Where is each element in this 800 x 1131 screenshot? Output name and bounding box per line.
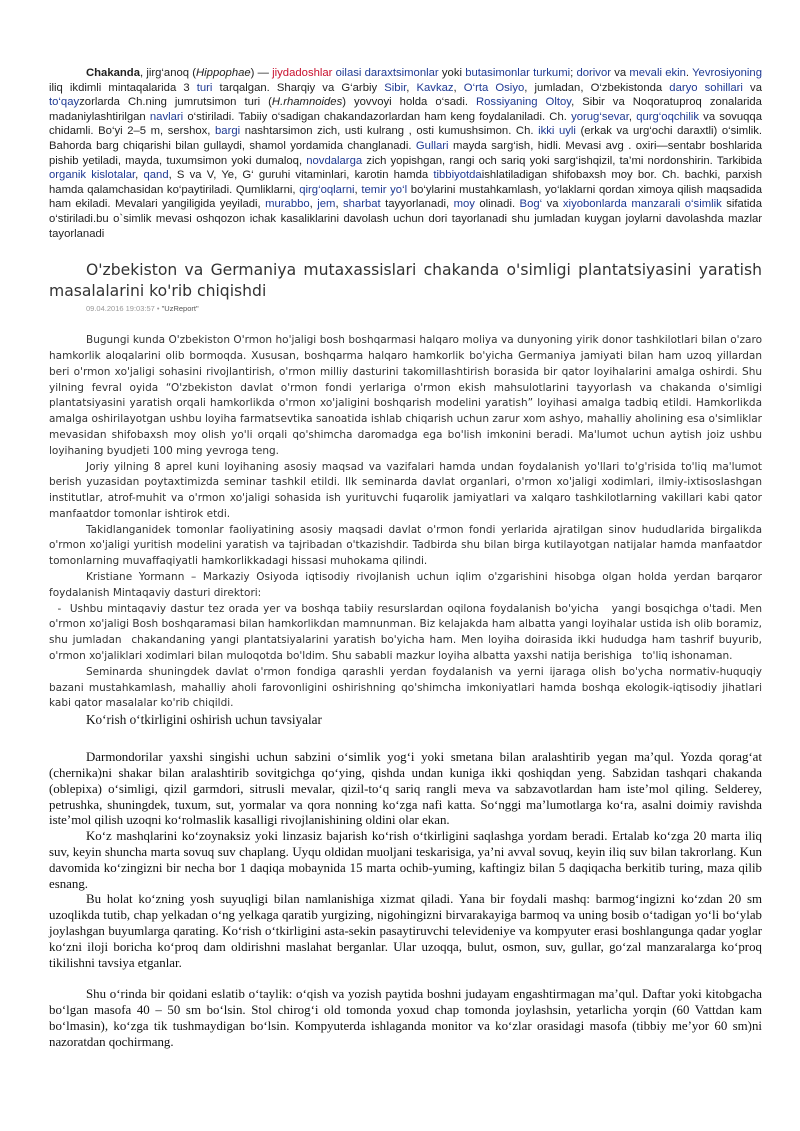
paragraph-gap xyxy=(49,971,762,987)
article-source: "UzReport" xyxy=(161,304,199,314)
link-orta-osiyo[interactable]: O‘rta Osiyo xyxy=(463,81,525,94)
link-jiydadoshlar[interactable]: jiydadoshlar xyxy=(272,67,333,79)
article-paragraph: Bugungi kunda O'zbekiston O'rmon ho'jaligi bosh boshqarmasi halqaro moliya va dunyoning yirik donor tashkilotlari bilan o'zaro hamkorlik aloqalarini olib bormoqda. Xususan, boshqarma halqaro hamkorlik bo'yicha Germaniya jamiyati bilan ham uzoq yillardan beri o'rmon xo'jaligi sohasini rivojlantirish, o'rmon milliy dasturini takomillashtirish borasida bir qator loyihalarini amalga oshirdi. Shu yilning fevral oyida “O'zbekiston davlat o'rmon fondi yerlariga o'rmon ekish mahsulotlarini tayyorlash va chakanda o'simligi plantatsiyasini yaratish orqali hamkorlikda o'rmon xo'jaligini boshqarish modelini yaratish” loyihasi amalga tadbiq etildi. Hamkorlikda amalga oshirilayotgan ushbu loyiha farmatsevtika sanoatida ishlab chiqarish uchun zarur xom ashyo, mahalliy aholining esa o'simliklar mevasidan shifobaxsh moy olish yo'li orqali qo'shimcha daromadga ega bo'lish imkonini beradi. Ma'lumot uchun aytish joiz ushbu loyihaning byudjeti 100 ming yevroga teng. xyxy=(49,334,762,457)
link-xiyobonlarda[interactable]: xiyobonlarda manzarali o‘simlik xyxy=(562,198,722,211)
article-title: O'zbekiston va Germaniya mutaxassislari chakanda o'simligi plantatsiyasini yaratish masalalarini ko'rib chiqishdi xyxy=(49,261,762,301)
link-butasimonlar[interactable]: butasimonlar xyxy=(465,67,530,79)
link-kavkaz[interactable]: Kavkaz xyxy=(416,81,454,94)
link-organik-kislotalar[interactable]: organik kislotalar xyxy=(49,169,136,182)
link-qand[interactable]: qand xyxy=(143,169,169,182)
link-temir-yol[interactable]: temir yo‘l xyxy=(361,183,408,196)
link-murabbo[interactable]: murabbo xyxy=(265,198,310,211)
intro-paragraph: Chakanda, jirg‘anoq (Hippophae) — jiydadoshlar oilasi daraxtsimonlar yoki butasimonlar turkumi; dorivor va mevali ekin. Yevrosiyoning iliq ikdimli mintaqalarida 3 turi tarqalgan. Sharqiy va G‘arbiy Sibir, Kavkaz, O‘rta Osiyo, jumladan, O‘zbekistonda daryo sohillari va to‘qayzorlarda Ch.ning jumrutsimon turi (H.rhamnoides) yovvoyi holda o‘sadi. Rossiyaning Oltoy, Sibir va Noqoratuproq zonalarida madaniylashtirilgan navlari o‘stiriladi. Tabiiy o‘sadigan chakandazorlardan ham keng foydalaniladi. Ch. yorug‘sevar, qurg‘oqchilik va sovuqqa chidamli. Bo‘yi 2–5 m, sershox, bargi nashtarsimon zich, usti kulrang , osti kumushsimon. Ch. ikki uyli (erkak va urg‘ochi daraxtli) o‘simlik. Bahorda barg chiqarishi bilan gullaydi, shamol yordamida changlanadi. Gullari mayda sarg‘ish, hidli. Mevasi avg . oxiri—sentabr boshlarida pishib yetiladi, mayda, tuxumsimon yoki dumaloq, novdalarga zich yopishgan, rangi och sariq yoki sarg‘ishqizil, ta’mi nordonshirin. Tarkibida organik kislotalar, qand, S va V, Ye, G‘ guruhi vitaminlari, karotin hamda tibbiyotdaishlatiladigan shifobaxsh moy bor. Ch. bachki, parxish hamda qalamchasidan ko‘paytiriladi. Qumliklarni, qirg‘oqlarni, temir yo‘l bo‘ylarini mustahkamlash, yo‘laklarni qordan ximoya qilish maqsadida ham ekiladi. Mevalari yangiligida yeyiladi, murabbo, jem, sharbat tayyorlanadi, moy olinadi. Bog‘ va xiyobonlarda manzarali o‘simlik sifatida o‘stiriladi.bu o`simlik mevasi oshqozon ichak kasaliklarini davolash uchun dori tayorlanadi shu jumladan kuygan joylarni davolashda mazlar tayorlanadi xyxy=(49,67,762,240)
link-tibbiyotda[interactable]: tibbiyotda xyxy=(433,169,482,182)
document-page xyxy=(49,66,766,1051)
link-sibir[interactable]: Sibir xyxy=(384,81,407,94)
link-yorugsevar[interactable]: yorug‘sevar xyxy=(571,110,629,123)
article-body xyxy=(49,333,766,712)
link-gullari[interactable]: Gullari xyxy=(415,139,449,152)
link-bog[interactable]: Bog‘ xyxy=(519,198,543,211)
link-jem[interactable]: jem xyxy=(317,198,336,211)
link-daryo-sohillari[interactable]: daryo sohillari xyxy=(669,81,743,94)
link-sharbat[interactable]: sharbat xyxy=(343,198,381,211)
link-navlari[interactable]: navlari xyxy=(149,110,184,123)
link-turi[interactable]: turi xyxy=(196,81,213,94)
tips-paragraph: Ko‘z mashqlarini ko‘zoynaksiz yoki linzasiz bajarish ko‘rish o‘tkirligini saqlashga yordam beradi. Ertalab ko‘zga 20 marta iliq suv, keyin shuncha marta sovuq suv chaplang. Uyqu oldidan muoljani teskarisiga, ya’ni avval sovuq, keyin iliq suv bilan takrorlang. Kun davomida ko‘zingizni bir necha bor 1 daqiqa mobaynida 15 marta ochib-yuming, kaftingiz bilan 5 daqiqacha berkitib turing, maza qilib esnang. xyxy=(49,829,762,891)
link-oilasi[interactable]: oilasi xyxy=(335,67,362,79)
tips-paragraph: Shu o‘rinda bir qoidani eslatib o‘taylik: o‘qish va yozish paytida boshni judayam engashtirmagan ma’qul. Daftar yoki kitobgacha bo‘lgan masofa 40 – 50 sm bo‘lsin. Stol chirog‘i old tomonda yoxud chap tomonda joylashsin, yetarlicha yorqin (60 Vattdan kam bo‘lmasin), ko‘zga tik tushmaydigan bo‘lsin. Kompyuterda ishlaganda monitor va ko‘zlar orasidagi masofa (tibbiy me’yor 60 sm)ni nazoratdan qochirmang. xyxy=(49,987,762,1049)
article-date: 09.04.2016 19:03:57 xyxy=(86,304,155,314)
link-novdalarga[interactable]: novdalarga xyxy=(306,154,363,167)
link-turkumi[interactable]: turkumi xyxy=(533,67,571,79)
link-bargi[interactable]: bargi xyxy=(215,125,241,138)
tips-heading: Ko‘rish o‘tkirligini oshirish uchun tavsiyalar xyxy=(86,712,322,728)
link-daraxtsimonlar[interactable]: daraxtsimonlar xyxy=(364,67,439,79)
link-dorivor[interactable]: dorivor xyxy=(576,67,611,79)
tips-body xyxy=(49,750,762,1050)
link-rossiyaning-oltoy[interactable]: Rossiyaning Oltoy xyxy=(475,96,572,109)
tips-paragraph: Bu holat ko‘zning yosh suyuqligi bilan namlanishiga xizmat qiladi. Yana bir foydali mashq: barmog‘ingizni ko‘zdan 20 sm uzoqlikda tutib, chap yelkadan o‘ng yelkaga qaratib yurgizing, nigohingizni birvarakayiga barmoq va uning bosib o‘tadigan yo‘li bo‘ylab joylashgan buyumlarga qarating. Ko‘rish o‘tkirligini asta-sekin pasaytiruvchi televideniye va kompyuter erasi boshlangunga qadar yoglar ko‘zni iloji boricha ko‘proq dam oldirishni maslahat berganlar. Ular uzoqqa, bulut, osmon, suv, gullar, go‘zal manzaralarga ko‘proq tikilishni tavsiya etganlar. xyxy=(49,892,762,970)
article-paragraph: Joriy yilning 8 aprel kuni loyihaning asosiy maqsad va vazifalari hamda undan foydalanish yo'llari to'g'risida to'liq ma'lumot berish yuzasidan poytaxtimizda seminar tashkil etildi. Ilk seminarda davlat organlari, o'rmon xo'jaligi xodimlari, ilmiy-ixtisoslashgan institutlar, atrof-muhit va o'rmon xo'jaligi sohasida ish yurituvchi fuqarolik jamiyatlari va xalqaro tashkilotlarning vakillari kabi qator manfaatdor tomonlar ishtirok etdi. xyxy=(49,460,762,520)
link-qurgoqchilik[interactable]: qurg‘oqchilik xyxy=(636,110,699,123)
term-chakanda: Chakanda xyxy=(86,67,140,79)
article-quote-paragraph: - Ushbu mintaqaviy dastur tez orada yer va boshqa tabiiy resurslardan oqilona foydalanish bo'yicha yangi bosqichga o'tadi. Men o'rmon xo'jaligi Bosh boshqaramasi bilan hamkorlikdan mamnunman. Biz kelajakda ham albatta yangi loyihalar ustida ish olib boramiz, shu jumladan chakandaning yangi plantatsiyalarini yaratish bo'yicha ham. Men loyiha doirasida ikki hududga ham tashrif buyurib, o'rmon xo'jaliklari xodimlari bilan muloqotda bo'ldim. Shu sababli mazkur loyiha albatta yaxshi natija berishiga to'liq ishonaman. xyxy=(49,602,766,663)
link-ikki-uyli[interactable]: ikki uyli xyxy=(538,125,576,138)
tips-paragraph: Darmondorilar yaxshi singishi uchun sabzini o‘simlik yog‘i yoki smetana bilan aralashtirib yegan ma’qul. Yozda qorag‘at (chernika)ni shakar bilan aralashtirib sovitgichga qo‘ying, qishda undan kuniga ikki qoshiqdan yeng. Sabzidan tashqari chakanda (oblepixa) o‘simligi, qizil garmdori, sitrusli mevalar, qizil-to‘q sariq rangli meva va sabzavotlardan ham iste’mol qiling. Selderey, petrushka, shuningdek, tuxum, sut, yormalar va qora nonning ko‘zga nafi katta. So‘nggi ma’lumotlarga ko‘ra, asalni doimiy ravishda iste’mol qilish uzoqni ko‘rolmaslik kasalligi rivojlanishining oldini olar ekan. xyxy=(49,750,762,828)
article-paragraph: Takidlanganidek tomonlar faoliyatining asosiy maqsadi davlat o'rmon fondi yerlarida ajratilgan sinov hududlarida birgalikda o'rmon xo'jaligi yuritish modelini yaratish va tajribadan o'tkazishdir. Tadbirda shu bilan birga kutilayotgan natijalar hamda manfaatdor tomonlarning muvaffaqiyatli hamkorlikkadagi hissasi muhokama qilindi. xyxy=(49,523,762,568)
article-meta: 09.04.2016 19:03:57 • "UzReport" xyxy=(86,304,199,314)
link-yevrosiyoning[interactable]: Yevrosiyoning xyxy=(692,67,762,79)
link-toqay[interactable]: to‘qay xyxy=(49,96,80,109)
link-moy[interactable]: moy xyxy=(453,198,475,211)
link-mevali-ekin[interactable]: mevali ekin xyxy=(629,67,686,79)
link-qirgoqlarni[interactable]: qirg‘oqlarni xyxy=(299,183,355,196)
article-paragraph: Seminarda shuningdek davlat o'rmon fondiga qarashli yerdan foydalanish va yerni ijaraga olish bo'ycha normativ-huquqiy bazani mustahkamlash, mahalliy aholi farovonligini oshirishning qo'shimcha imkoniyatlari hamda boshqa ekologik-iqtisodiy jihatlari kabi qator masalalar ko'rib chiqildi. xyxy=(49,665,762,710)
article-paragraph: Kristiane Yormann – Markaziy Osiyoda iqtisodiy rivojlanish uchun iqlim o'zgarishini hisobga olgan holda yerdan barqaror foydalanish Mintaqaviy dasturi direktori: xyxy=(49,571,762,599)
